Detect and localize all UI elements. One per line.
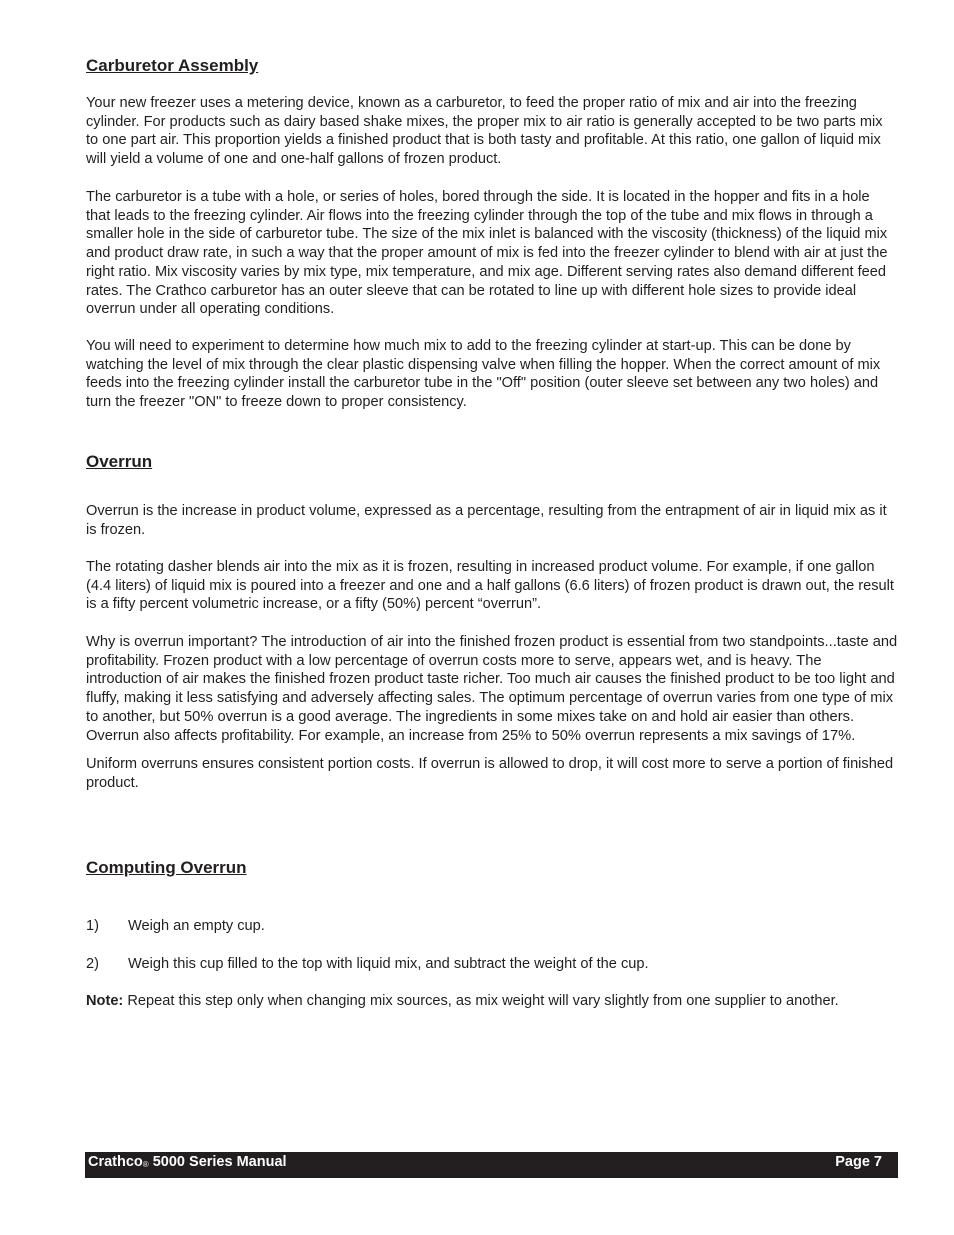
paragraph: Your new freezer uses a metering device, known as a carburetor, to feed the proper ratio of mix and air into the freezing cylinder. For products such as dairy based shake mixes, the proper mix to air ratio is generally accepted to be two parts mix to one part air. This proportion yields a finished product that is both tasty and profitable. At this ratio, one gallon of liquid mix will yield a volume of one and one-half gallons of frozen product. bbox=[86, 95, 883, 168]
note-paragraph bbox=[86, 992, 846, 1011]
page-footer bbox=[85, 1152, 898, 1178]
paragraph: Overrun is the increase in product volume, expressed as a percentage, resulting from the entrapment of air in liquid mix as it is frozen. bbox=[86, 503, 887, 538]
step-number: 2) bbox=[86, 956, 99, 972]
note-label: Note: bbox=[86, 993, 124, 1009]
step-number: 1) bbox=[86, 918, 99, 934]
paragraph: Uniform overruns ensures consistent portion costs. If overrun is allowed to drop, it will cost more to serve a portion of finished product. bbox=[86, 756, 894, 791]
step-item bbox=[86, 955, 649, 974]
section-heading-carburetor-assembly: Carburetor Assembly bbox=[86, 56, 259, 75]
footer-page-number: Page 7 bbox=[835, 1154, 882, 1170]
paragraph: Why is overrun important? The introduction of air into the finished frozen product is essential from two standpoints...taste and profitability. Frozen product with a low percentage of overrun costs more to serve, appears wet, and is heavy. The introduction of air makes the finished frozen product taste richer. Too much air causes the finished product to be too light and fluffy, making it less satisfying and adversely affecting sales. The optimum percentage of overrun varies from one type of mix to another, but 50% overrun is a good average. The ingredients in some mixes take on and hold air easier than others. Overrun also affects profitability. For example, an increase from 25% to 50% overrun represents a mix savings of 17%. bbox=[86, 634, 898, 744]
registered-mark: ® bbox=[142, 1160, 149, 1169]
step-item bbox=[86, 917, 265, 936]
section-heading-computing-overrun: Computing Overrun bbox=[86, 858, 247, 877]
footer-manual-title bbox=[88, 1154, 287, 1170]
step-text: Weigh an empty cup. bbox=[128, 918, 265, 934]
paragraph: The rotating dasher blends air into the mix as it is frozen, resulting in increased product volume. For example, if one gallon (4.4 liters) of liquid mix is poured into a freezer and one and a half gallons (6.6 liters) of frozen product is drawn out, the result is a fifty percent volumetric increase, or a fifty (50%) percent “overrun”. bbox=[86, 559, 894, 613]
footer-title: 5000 Series Manual bbox=[152, 1154, 287, 1170]
step-text: Weigh this cup filled to the top with liquid mix, and subtract the weight of the cup. bbox=[128, 956, 649, 972]
paragraph: The carburetor is a tube with a hole, or series of holes, bored through the side. It is located in the hopper and fits in a hole that leads to the freezing cylinder. Air flows into the freezing cylinder through the top of the tube and mix flows in through a smaller hole in the side of carburetor tube. The size of the mix inlet is balanced with the viscosity (thickness) of the liquid mix and product draw rate, in such a way that the proper amount of mix is fed into the freezer cylinder to blend with air at just the right ratio. Mix viscosity varies by mix type, mix temperature, and mix age. Different serving rates also demand different feed rates. The Crathco carburetor has an outer sleeve that can be rotated to line up with different hole sizes to provide ideal overrun under all operating conditions. bbox=[86, 189, 888, 318]
section-heading-overrun: Overrun bbox=[86, 452, 153, 471]
note-text: Repeat this step only when changing mix sources, as mix weight will vary slightly from one supplier to another. bbox=[127, 993, 839, 1009]
paragraph: You will need to experiment to determine how much mix to add to the freezing cylinder at start-up. This can be done by watching the level of mix through the clear plastic dispensing valve when filling the hopper. When the correct amount of mix feeds into the freezing cylinder install the carburetor tube in the "Off" position (outer sleeve set between any two holes) and turn the freezer "ON" to freeze down to proper consistency. bbox=[86, 338, 881, 411]
footer-brand: Crathco bbox=[88, 1154, 143, 1170]
